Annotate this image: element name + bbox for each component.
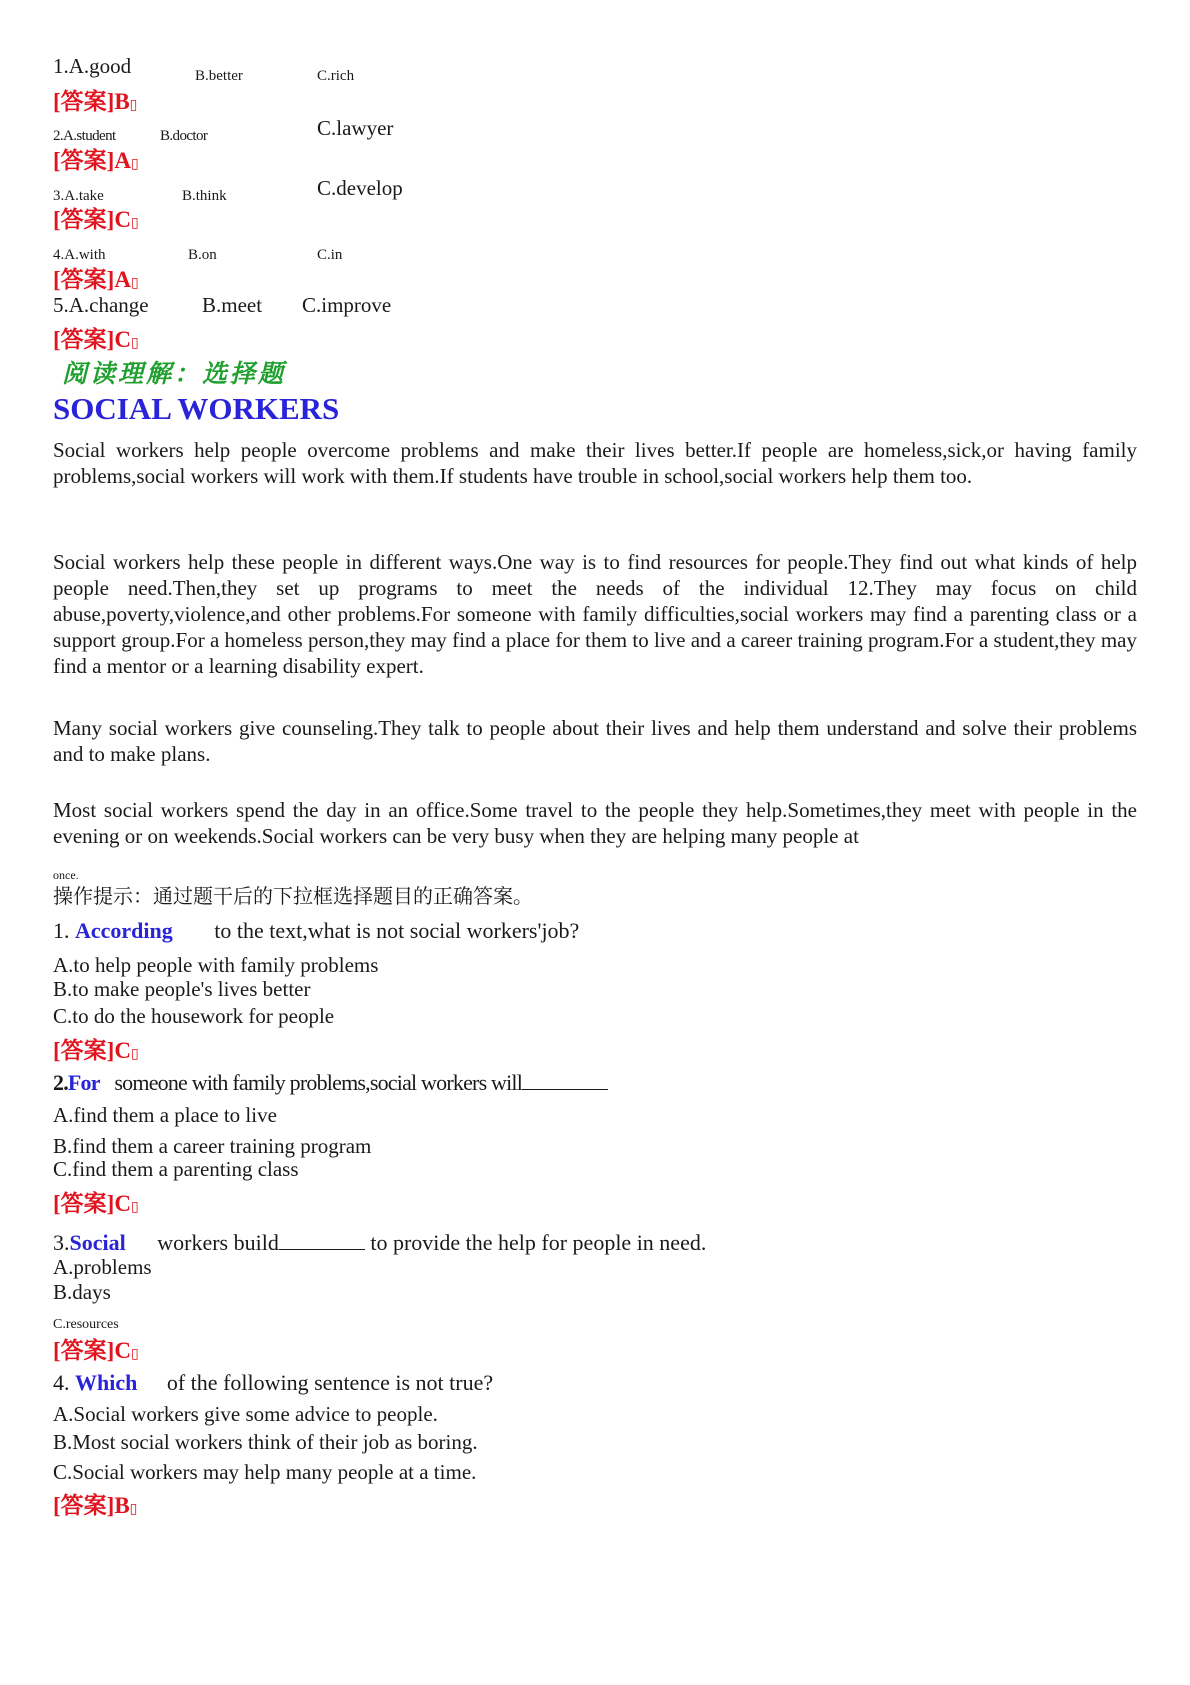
question-stem: 1. According to the text,what is not social workers'job? (53, 918, 580, 943)
choice-a[interactable]: A.find them a place to live (53, 1103, 277, 1127)
passage-paragraph: Many social workers give counseling.They talk to people about their lives and help them understand and solve their problems and to make plans. (53, 716, 1137, 766)
question-stem: 2.For someone with family problems,social workers will (53, 1070, 608, 1096)
choice-b[interactable]: B.find them a career training program (53, 1134, 372, 1158)
section-heading: 阅读理解：选择题 (62, 359, 287, 388)
passage-paragraph: Social workers help these people in different ways.One way is to find resources for people.They find out what kinds of help people need.Then,they set up programs to meet the needs of the individual 12.They may focus on child abuse,poverty,violence,and other problems.For someone with family difficulties,social workers may find a parenting class or a support group.For a homeless person,they may find a place for them to live and a career training program.For a student,they may find a mentor or a learning disability expert. (53, 550, 1137, 678)
answer-label: [答案]A▯ (53, 148, 139, 173)
passage-title: SOCIAL WORKERS (53, 391, 340, 426)
choice-a[interactable]: A.Social workers give some advice to people. (53, 1402, 438, 1426)
answer-label: [答案]C▯ (53, 1338, 139, 1363)
choice-b[interactable]: B.days (53, 1280, 111, 1304)
choice-c[interactable]: C.Social workers may help many people at a time. (53, 1460, 477, 1484)
choice-a[interactable]: A.problems (53, 1255, 152, 1279)
answer-blank[interactable] (279, 1231, 365, 1250)
cloze-option: B.think (182, 188, 227, 204)
answer-label: [答案]C▯ (53, 1038, 139, 1063)
choice-c[interactable]: C.resources (53, 1317, 119, 1332)
operation-tip: 操作提示：通过题干后的下拉框选择题目的正确答案。 (53, 884, 533, 908)
cloze-option: 5.A.change (53, 293, 149, 317)
cloze-option: C.develop (317, 176, 403, 200)
cloze-option: 2.A.student (53, 128, 116, 144)
answer-label: [答案]C▯ (53, 327, 139, 352)
choice-c[interactable]: C.to do the housework for people (53, 1004, 335, 1028)
choice-c[interactable]: C.find them a parenting class (53, 1157, 299, 1181)
answer-label: [答案]B▯ (53, 89, 138, 114)
choice-b[interactable]: B.to make people's lives better (53, 977, 311, 1001)
cloze-option: 1.A.good (53, 54, 132, 78)
cloze-option: B.meet (202, 293, 263, 317)
cloze-option: B.doctor (160, 128, 208, 144)
answer-label: [答案]C▯ (53, 207, 139, 232)
answer-label: [答案]C▯ (53, 1191, 139, 1216)
question-stem: 4. Which of the following sentence is not true? (53, 1370, 494, 1395)
answer-label: [答案]B▯ (53, 1493, 138, 1518)
cloze-option: B.on (188, 247, 217, 263)
passage-paragraph: Social workers help people overcome problems and make their lives better.If people are homeless,sick,or having family problems,social workers will work with them.If students have trouble in school,social workers help them too. (53, 438, 1137, 488)
cloze-option: 3.A.take (53, 188, 104, 204)
cloze-option: C.lawyer (317, 116, 394, 140)
choice-a[interactable]: A.to help people with family problems (53, 953, 379, 977)
answer-label: [答案]A▯ (53, 267, 139, 292)
cloze-option: 4.A.with (53, 247, 106, 263)
passage-paragraph-tail: once. (53, 868, 79, 882)
passage-paragraph: Most social workers spend the day in an office.Some travel to the people they help.Sometimes,they meet with people in the evening or on weekends.Social workers can be very busy when they are helping many people at (53, 798, 1137, 848)
choice-b[interactable]: B.Most social workers think of their job as boring. (53, 1430, 478, 1454)
cloze-option: B.better (195, 68, 243, 84)
question-stem: 3.Social workers build to provide the help for people in need. (53, 1230, 707, 1255)
cloze-option: C.in (317, 247, 343, 263)
cloze-option: C.improve (302, 293, 392, 317)
cloze-option: C.rich (317, 68, 355, 84)
answer-blank[interactable] (522, 1071, 608, 1090)
